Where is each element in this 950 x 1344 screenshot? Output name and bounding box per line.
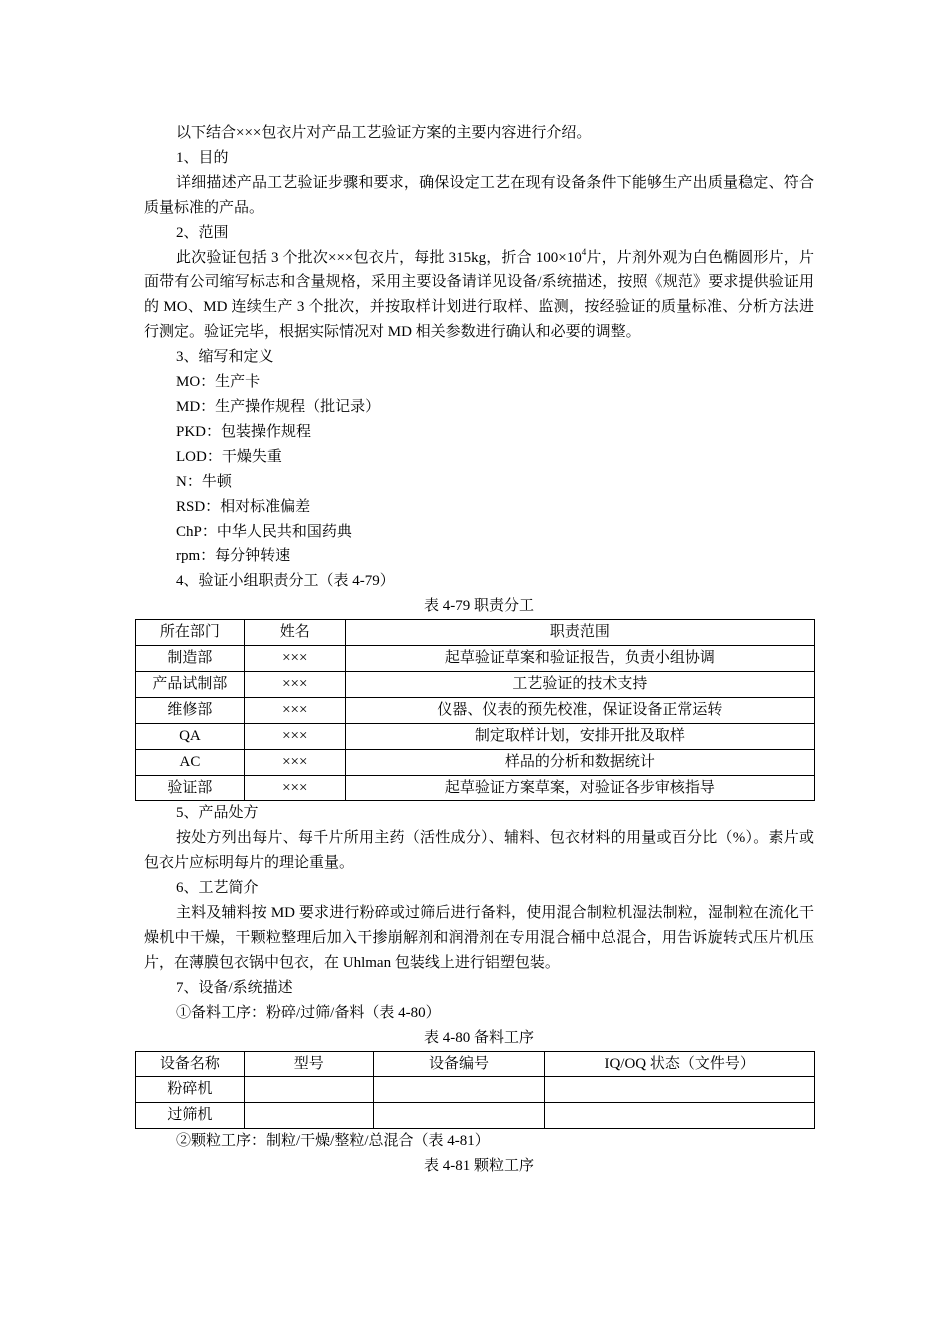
- table-row: [136, 775, 815, 801]
- table-cell: [373, 1077, 545, 1103]
- table-cell: [373, 1103, 545, 1129]
- table-cell: 产品试制部: [136, 671, 245, 697]
- abbreviation-item: MD：生产操作规程（批记录）: [176, 398, 381, 415]
- section-6-text: 主料及辅料按 MD 要求进行粉碎或过筛后进行备料，使用混合制粒机湿法制粒，湿制粒在流化干燥机中干燥，干颗粒整理后加入干掺崩解剂和润滑剂在专用混合桶中总混合，用告诉旋转式压片机压片，在薄膜包衣锅中包衣，在 Uhlman 包装线上进行铝塑包装。: [144, 905, 814, 971]
- section-3-heading: 3、缩写和定义: [176, 349, 274, 366]
- table-cell: ×××: [244, 697, 345, 723]
- section-2-heading: 2、范围: [176, 224, 229, 241]
- exponent: 4: [581, 246, 587, 257]
- table-cell: 样品的分析和数据统计: [345, 749, 814, 775]
- table-cell: ×××: [244, 775, 345, 801]
- table-cell: 起草验证草案和验证报告，负责小组协调: [345, 646, 814, 672]
- section-2-text: [144, 246, 814, 346]
- column-header: 姓名: [244, 620, 345, 646]
- table-row: [136, 1077, 815, 1103]
- abbreviation-item: RSD：相对标准偏差: [176, 498, 311, 515]
- section-7-heading: 7、设备/系统描述: [176, 979, 293, 996]
- abbreviation-item: ChP：中华人民共和国药典: [176, 523, 352, 540]
- abbreviation-item: MO：生产卡: [176, 374, 261, 391]
- intro-paragraph: 以下结合×××包衣片对产品工艺验证方案的主要内容进行介绍。: [176, 125, 592, 141]
- abbreviation-item: LOD：干燥失重: [176, 448, 282, 465]
- table-row: [136, 646, 815, 672]
- column-header: 职责范围: [345, 620, 814, 646]
- table-header-row: [136, 620, 815, 646]
- table-cell: 维修部: [136, 697, 245, 723]
- subsection-preparation: ①备料工序：粉碎/过筛/备料（表 4-80）: [176, 1004, 441, 1021]
- section-1-heading: 1、目的: [176, 149, 229, 166]
- responsibility-table: [135, 619, 815, 801]
- table-row: [136, 749, 815, 775]
- table-row: [136, 697, 815, 723]
- table-row: [136, 1103, 815, 1129]
- document-body: [144, 121, 814, 1179]
- column-header: IQ/OQ 状态（文件号）: [545, 1051, 815, 1077]
- abbreviation-item: rpm：每分钟转速: [176, 548, 291, 565]
- section-4-heading: 4、验证小组职责分工（表 4-79）: [176, 573, 395, 590]
- section-6-heading: 6、工艺简介: [176, 880, 259, 897]
- table-cell: ×××: [244, 723, 345, 749]
- section-2-text-part-a: 此次验证包括 3 个批次×××包衣片，每批 315kg，折合 100×10: [176, 249, 582, 266]
- table-cell: QA: [136, 723, 245, 749]
- table-header-row: [136, 1051, 815, 1077]
- table-cell: [244, 1103, 373, 1129]
- table-row: [136, 723, 815, 749]
- subsection-granulation: ②颗粒工序：制粒/干燥/整粒/总混合（表 4-81）: [176, 1133, 490, 1150]
- column-header: 设备编号: [373, 1051, 545, 1077]
- table-cell: 工艺验证的技术支持: [345, 671, 814, 697]
- abbreviation-item: N：牛顿: [176, 473, 232, 490]
- section-1-text: 详细描述产品工艺验证步骤和要求，确保设定工艺在现有设备条件下能够生产出质量稳定、符合质量标准的产品。: [144, 174, 814, 216]
- table-cell: 验证部: [136, 775, 245, 801]
- table-4-79-caption: 表 4-79 职责分工: [424, 598, 534, 615]
- table-cell: [545, 1077, 815, 1103]
- column-header: 所在部门: [136, 620, 245, 646]
- section-5-text: 按处方列出每片、每千片所用主药（活性成分）、辅料、包衣材料的用量或百分比（%）。素片或包衣片应标明每片的理论重量。: [144, 830, 814, 872]
- abbreviation-item: PKD：包装操作规程: [176, 423, 312, 440]
- table-cell: [545, 1103, 815, 1129]
- table-cell: ×××: [244, 749, 345, 775]
- table-row: [136, 671, 815, 697]
- table-cell: ×××: [244, 671, 345, 697]
- table-4-81-caption: 表 4-81 颗粒工序: [424, 1158, 534, 1175]
- table-cell: ×××: [244, 646, 345, 672]
- equipment-table: [135, 1051, 815, 1130]
- table-cell: 粉碎机: [136, 1077, 245, 1103]
- section-2-text-part-b: 片，片剂外观为白色椭圆形片，片面带有公司缩写标志和含量规格，采用主要设备请详见设备/系统描述，按照《规范》要求提供验证用的 MO、MD 连续生产 3 个批次，并按取样计划进行取样、监测，按经验证的质量标准、分析方法进行测定。验证完毕，根据实际情况对 MD 相关参数进行确认和必要的调整。: [144, 249, 814, 341]
- column-header: 设备名称: [136, 1051, 245, 1077]
- table-cell: 制造部: [136, 646, 245, 672]
- table-cell: 制定取样计划，安排开批及取样: [345, 723, 814, 749]
- table-cell: 过筛机: [136, 1103, 245, 1129]
- table-cell: [244, 1077, 373, 1103]
- table-cell: 仪器、仪表的预先校准，保证设备正常运转: [345, 697, 814, 723]
- table-4-80-caption: 表 4-80 备料工序: [424, 1029, 534, 1046]
- section-5-heading: 5、产品处方: [176, 805, 259, 822]
- column-header: 型号: [244, 1051, 373, 1077]
- table-cell: 起草验证方案草案，对验证各步审核指导: [345, 775, 814, 801]
- table-cell: AC: [136, 749, 245, 775]
